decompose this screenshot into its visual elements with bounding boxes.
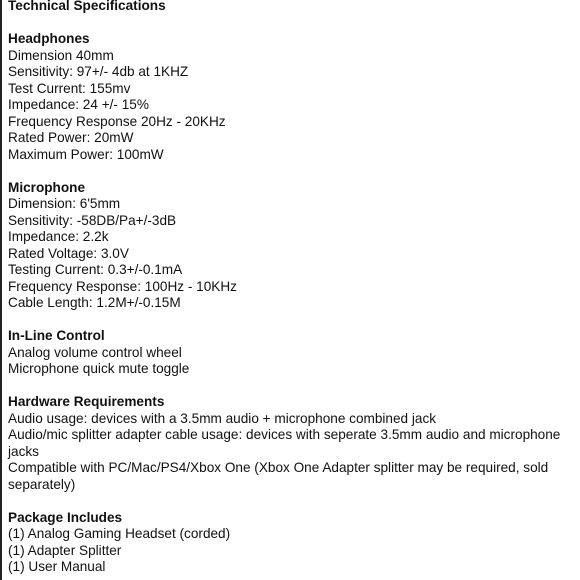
section-heading: Headphones bbox=[8, 31, 90, 46]
spec-line: Frequency Response: 100Hz - 10KHz bbox=[8, 278, 237, 294]
spec-line: Test Current: 155mv bbox=[8, 80, 131, 96]
spec-line: Maximum Power: 100mW bbox=[8, 146, 164, 162]
section-heading: Hardware Requirements bbox=[8, 394, 165, 409]
spec-line: (1) Adapter Splitter bbox=[8, 542, 122, 558]
spec-line: Audio usage: devices with a 3.5mm audio + microphone combined jack bbox=[8, 410, 437, 426]
spec-line: Dimension 40mm bbox=[8, 47, 114, 63]
spec-line: Frequency Response 20Hz - 20KHz bbox=[8, 113, 226, 129]
spec-line: Cable Length: 1.2M+/-0.15M bbox=[8, 295, 181, 310]
spec-line: Rated Voltage: 3.0V bbox=[8, 245, 129, 261]
section-headphones bbox=[8, 31, 580, 163]
section-inline-control bbox=[8, 328, 580, 378]
section-heading: Package Includes bbox=[8, 509, 123, 525]
spec-line: Sensitivity: -58DB/Pa+/-3dB bbox=[8, 212, 177, 228]
section-package-includes bbox=[8, 510, 580, 576]
section-microphone bbox=[8, 180, 580, 312]
spec-line: Rated Power: 20mW bbox=[8, 130, 134, 145]
spec-line: Sensitivity: 97+/- 4db at 1KHZ bbox=[8, 64, 189, 79]
spec-line: (1) Analog Gaming Headset (corded) bbox=[8, 526, 231, 541]
section-heading: In-Line Control bbox=[8, 328, 105, 343]
spec-line: Compatible with PC/Mac/PS4/Xbox One (Xbox One Adapter splitter may be required, sold separately) bbox=[8, 460, 549, 492]
spec-line: Analog volume control wheel bbox=[8, 344, 182, 360]
spec-line: Audio/mic splitter adapter cable usage: devices with seperate 3.5mm audio and microphone jacks bbox=[8, 427, 561, 459]
document-title: Technical Specifications bbox=[8, 0, 166, 13]
spec-line: Dimension: 6'5mm bbox=[8, 196, 121, 211]
spec-line: (1) User Manual bbox=[8, 559, 106, 574]
section-hardware-requirements bbox=[8, 394, 580, 493]
spec-line: Microphone quick mute toggle bbox=[8, 361, 190, 376]
spec-line: Testing Current: 0.3+/-0.1mA bbox=[8, 262, 183, 277]
spec-line: Impedance: 24 +/- 15% bbox=[8, 97, 149, 112]
section-heading: Microphone bbox=[8, 179, 86, 195]
spec-line: Impedance: 2.2k bbox=[8, 229, 109, 244]
